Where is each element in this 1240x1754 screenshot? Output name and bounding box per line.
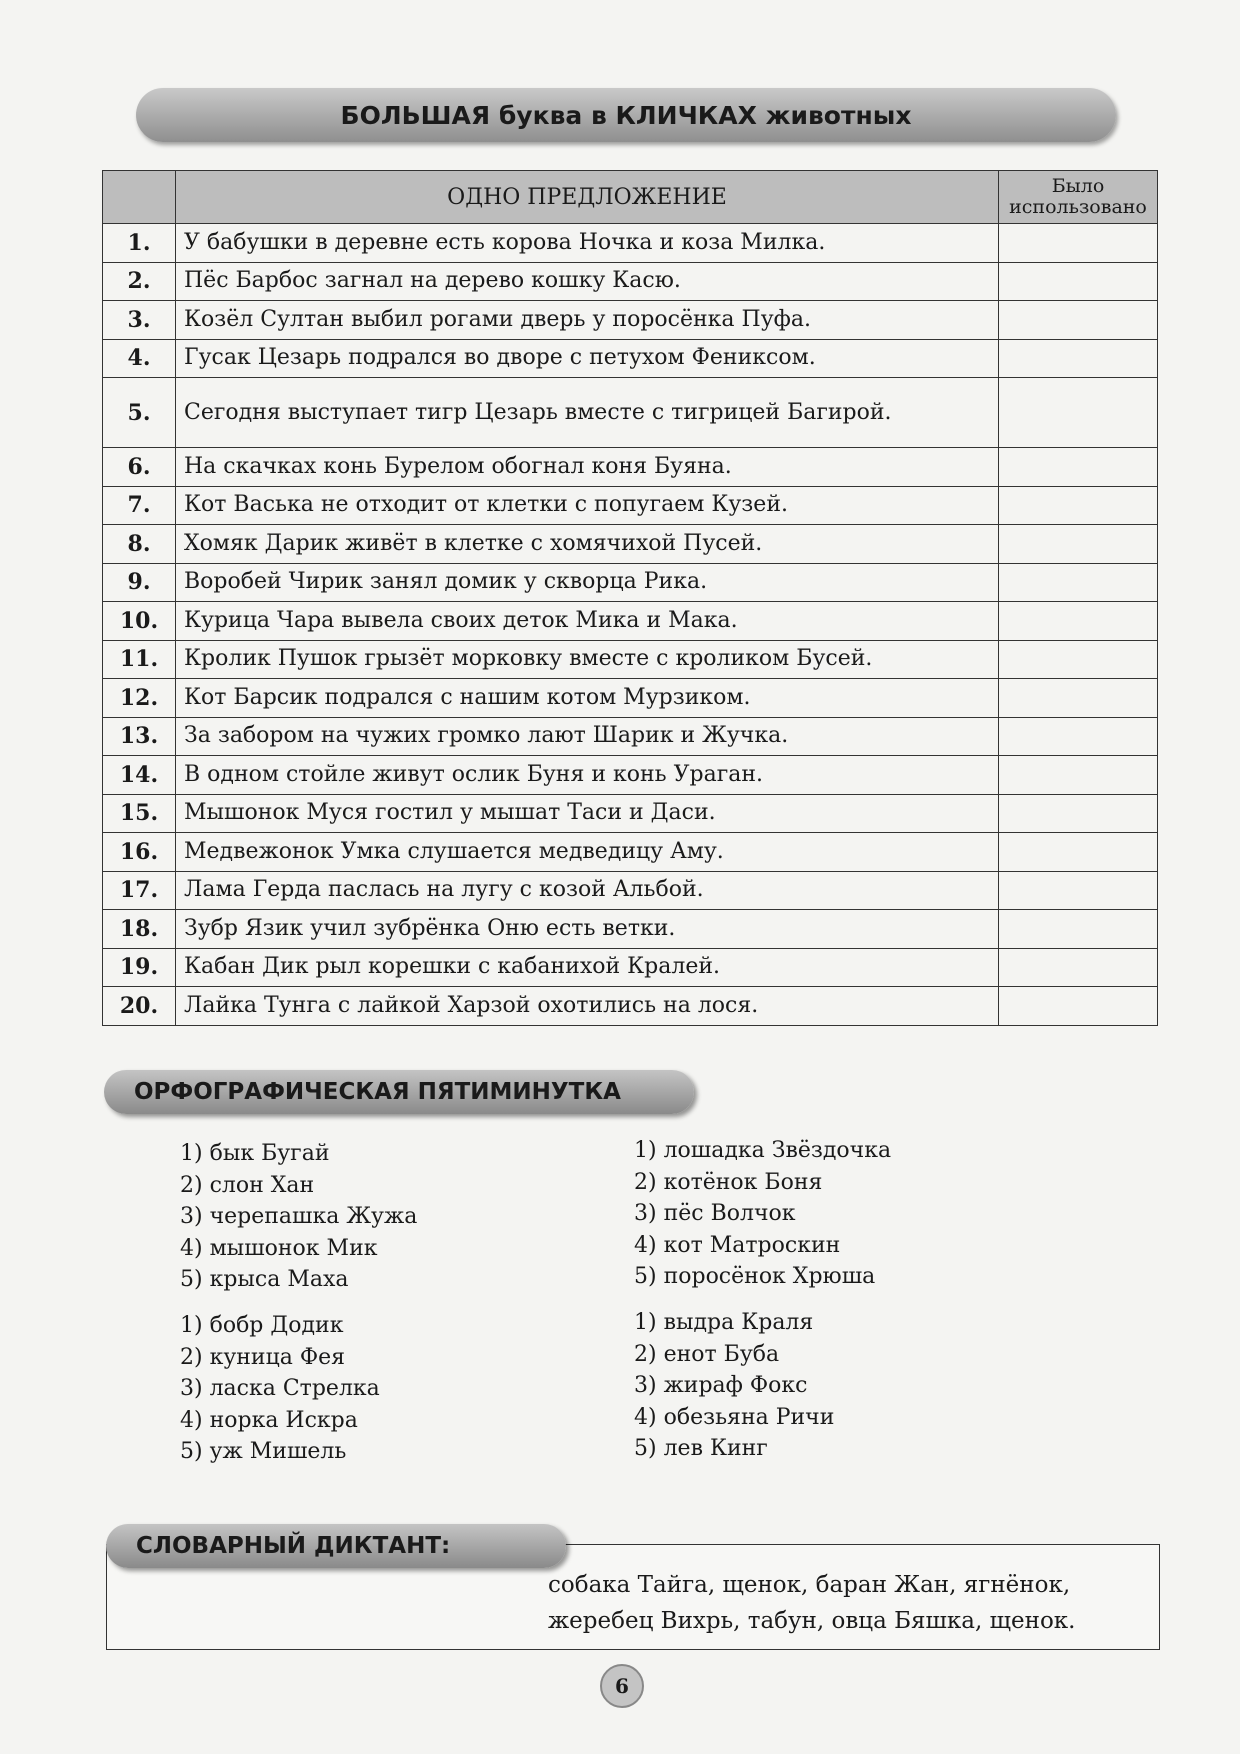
list-item: 2) куница Фея bbox=[180, 1344, 346, 1370]
row-number: 11. bbox=[103, 640, 176, 679]
row-used-cell bbox=[999, 910, 1158, 949]
row-used-cell bbox=[999, 339, 1158, 378]
table-row bbox=[103, 262, 1158, 301]
list-item: 4) кот Матроскин bbox=[634, 1232, 841, 1258]
row-used-cell bbox=[999, 717, 1158, 756]
header-num bbox=[103, 171, 176, 224]
row-number: 10. bbox=[103, 602, 176, 641]
list-item: 4) норка Искра bbox=[180, 1407, 358, 1433]
row-used-cell bbox=[999, 224, 1158, 263]
sentences-table bbox=[102, 170, 1158, 1026]
row-sentence: Сегодня выступает тигр Цезарь вместе с тигрицей Багирой. bbox=[176, 378, 999, 448]
row-number: 3. bbox=[103, 301, 176, 340]
list-item: 1) бобр Додик bbox=[180, 1313, 344, 1338]
orfo-title: ОРФОГРАФИЧЕСКАЯ ПЯТИМИНУТКА bbox=[134, 1079, 621, 1105]
row-used-cell bbox=[999, 871, 1158, 910]
row-number: 15. bbox=[103, 794, 176, 833]
table-row bbox=[103, 717, 1158, 756]
row-number: 19. bbox=[103, 948, 176, 987]
page-title: БОЛЬШАЯ буква в КЛИЧКАХ животных bbox=[340, 100, 912, 130]
row-sentence: Мышонок Муся гостил у мышат Таси и Даси. bbox=[176, 794, 999, 833]
table-row bbox=[103, 948, 1158, 987]
row-used-cell bbox=[999, 833, 1158, 872]
row-sentence: Лайка Тунга с лайкой Харзой охотились на лося. bbox=[176, 987, 999, 1026]
table-row bbox=[103, 486, 1158, 525]
list-item: 2) енот Буба bbox=[634, 1341, 780, 1367]
table-row bbox=[103, 378, 1158, 448]
row-sentence: Кабан Дик рыл корешки с кабанихой Кралей. bbox=[176, 948, 999, 987]
orfo-list-b bbox=[634, 1135, 891, 1293]
row-used-cell bbox=[999, 262, 1158, 301]
row-sentence: Гусак Цезарь подрался во дворе с петухом Фениксом. bbox=[176, 339, 999, 378]
row-number: 2. bbox=[103, 262, 176, 301]
row-used-cell bbox=[999, 987, 1158, 1026]
page-title-banner bbox=[136, 88, 1116, 142]
row-used-cell bbox=[999, 378, 1158, 448]
orfo-list-c bbox=[180, 1310, 380, 1468]
row-used-cell bbox=[999, 486, 1158, 525]
row-sentence: Воробей Чирик занял домик у скворца Рика. bbox=[176, 563, 999, 602]
row-sentence: Курица Чара вывела своих деток Мика и Мака. bbox=[176, 602, 999, 641]
table-row bbox=[103, 602, 1158, 641]
row-number: 12. bbox=[103, 679, 176, 718]
row-used-cell bbox=[999, 525, 1158, 564]
list-item: 2) котёнок Боня bbox=[634, 1169, 823, 1195]
dictation-text bbox=[548, 1567, 1148, 1639]
dictation-line-2: жеребец Вихрь, табун, овца Бяшка, щенок. bbox=[548, 1608, 1076, 1634]
row-used-cell bbox=[999, 794, 1158, 833]
row-sentence: Зубр Язик учил зубрёнка Оню есть ветки. bbox=[176, 910, 999, 949]
row-sentence: В одном стойле живут ослик Буня и конь Ураган. bbox=[176, 756, 999, 795]
row-sentence: Кролик Пушок грызёт морковку вместе с кроликом Бусей. bbox=[176, 640, 999, 679]
row-sentence: Кот Барсик подрался с нашим котом Мурзиком. bbox=[176, 679, 999, 718]
row-sentence: Козёл Султан выбил рогами дверь у поросёнка Пуфа. bbox=[176, 301, 999, 340]
row-number: 17. bbox=[103, 871, 176, 910]
table-header-row bbox=[103, 171, 1158, 224]
row-used-cell bbox=[999, 602, 1158, 641]
list-item: 3) пёс Волчок bbox=[634, 1201, 796, 1226]
row-number: 8. bbox=[103, 525, 176, 564]
row-sentence: За забором на чужих громко лают Шарик и Жучка. bbox=[176, 717, 999, 756]
row-number: 7. bbox=[103, 486, 176, 525]
row-number: 6. bbox=[103, 448, 176, 487]
table-row bbox=[103, 833, 1158, 872]
table-row bbox=[103, 301, 1158, 340]
orfo-list-a bbox=[180, 1138, 417, 1296]
table-row bbox=[103, 339, 1158, 378]
orfo-title-pill bbox=[104, 1070, 694, 1114]
row-number: 1. bbox=[103, 224, 176, 263]
list-item: 5) лев Кинг bbox=[634, 1436, 768, 1461]
list-item: 1) выдра Краля bbox=[634, 1310, 814, 1335]
dictation-title-pill bbox=[106, 1524, 566, 1568]
row-sentence: Кот Васька не отходит от клетки с попугаем Кузей. bbox=[176, 486, 999, 525]
table-row bbox=[103, 987, 1158, 1026]
list-item: 2) слон Хан bbox=[180, 1172, 315, 1198]
table-row bbox=[103, 563, 1158, 602]
row-number: 16. bbox=[103, 833, 176, 872]
table-row bbox=[103, 525, 1158, 564]
row-sentence: Медвежонок Умка слушается медведицу Аму. bbox=[176, 833, 999, 872]
list-item: 3) черепашка Жужа bbox=[180, 1204, 418, 1229]
row-sentence: На скачках конь Бурелом обогнал коня Буяна. bbox=[176, 448, 999, 487]
list-item: 3) жираф Фокс bbox=[634, 1373, 808, 1398]
dictation-line-1: собака Тайга, щенок, баран Жан, ягнёнок, bbox=[548, 1572, 1071, 1598]
row-number: 14. bbox=[103, 756, 176, 795]
row-used-cell bbox=[999, 640, 1158, 679]
row-number: 18. bbox=[103, 910, 176, 949]
header-used: Было использовано bbox=[999, 171, 1158, 224]
table-row bbox=[103, 910, 1158, 949]
table-row bbox=[103, 871, 1158, 910]
row-number: 5. bbox=[103, 378, 176, 448]
row-used-cell bbox=[999, 301, 1158, 340]
page-number: 6 bbox=[600, 1664, 644, 1708]
row-used-cell bbox=[999, 563, 1158, 602]
row-number: 20. bbox=[103, 987, 176, 1026]
table-row bbox=[103, 679, 1158, 718]
row-used-cell bbox=[999, 448, 1158, 487]
list-item: 5) уж Мишель bbox=[180, 1439, 347, 1464]
dictation-title: СЛОВАРНЫЙ ДИКТАНТ: bbox=[136, 1533, 451, 1559]
table-row bbox=[103, 224, 1158, 263]
row-number: 13. bbox=[103, 717, 176, 756]
row-sentence: Хомяк Дарик живёт в клетке с хомячихой Пусей. bbox=[176, 525, 999, 564]
row-sentence: Пёс Барбос загнал на дерево кошку Касю. bbox=[176, 262, 999, 301]
header-sentence: ОДНО ПРЕДЛОЖЕНИЕ bbox=[176, 171, 999, 224]
row-used-cell bbox=[999, 756, 1158, 795]
list-item: 1) лошадка Звёздочка bbox=[634, 1138, 892, 1163]
list-item: 3) ласка Стрелка bbox=[180, 1376, 380, 1401]
list-item: 5) крыса Маха bbox=[180, 1267, 349, 1292]
row-used-cell bbox=[999, 679, 1158, 718]
table-row bbox=[103, 448, 1158, 487]
orfo-list-d bbox=[634, 1307, 834, 1465]
table-row bbox=[103, 756, 1158, 795]
list-item: 4) мышонок Мик bbox=[180, 1235, 378, 1261]
row-sentence: У бабушки в деревне есть корова Ночка и коза Милка. bbox=[176, 224, 999, 263]
table-row bbox=[103, 794, 1158, 833]
row-sentence: Лама Герда паслась на лугу с козой Альбой. bbox=[176, 871, 999, 910]
list-item: 1) бык Бугай bbox=[180, 1141, 330, 1166]
list-item: 5) поросёнок Хрюша bbox=[634, 1264, 876, 1289]
row-number: 4. bbox=[103, 339, 176, 378]
row-number: 9. bbox=[103, 563, 176, 602]
table-row bbox=[103, 640, 1158, 679]
row-used-cell bbox=[999, 948, 1158, 987]
list-item: 4) обезьяна Ричи bbox=[634, 1404, 835, 1430]
